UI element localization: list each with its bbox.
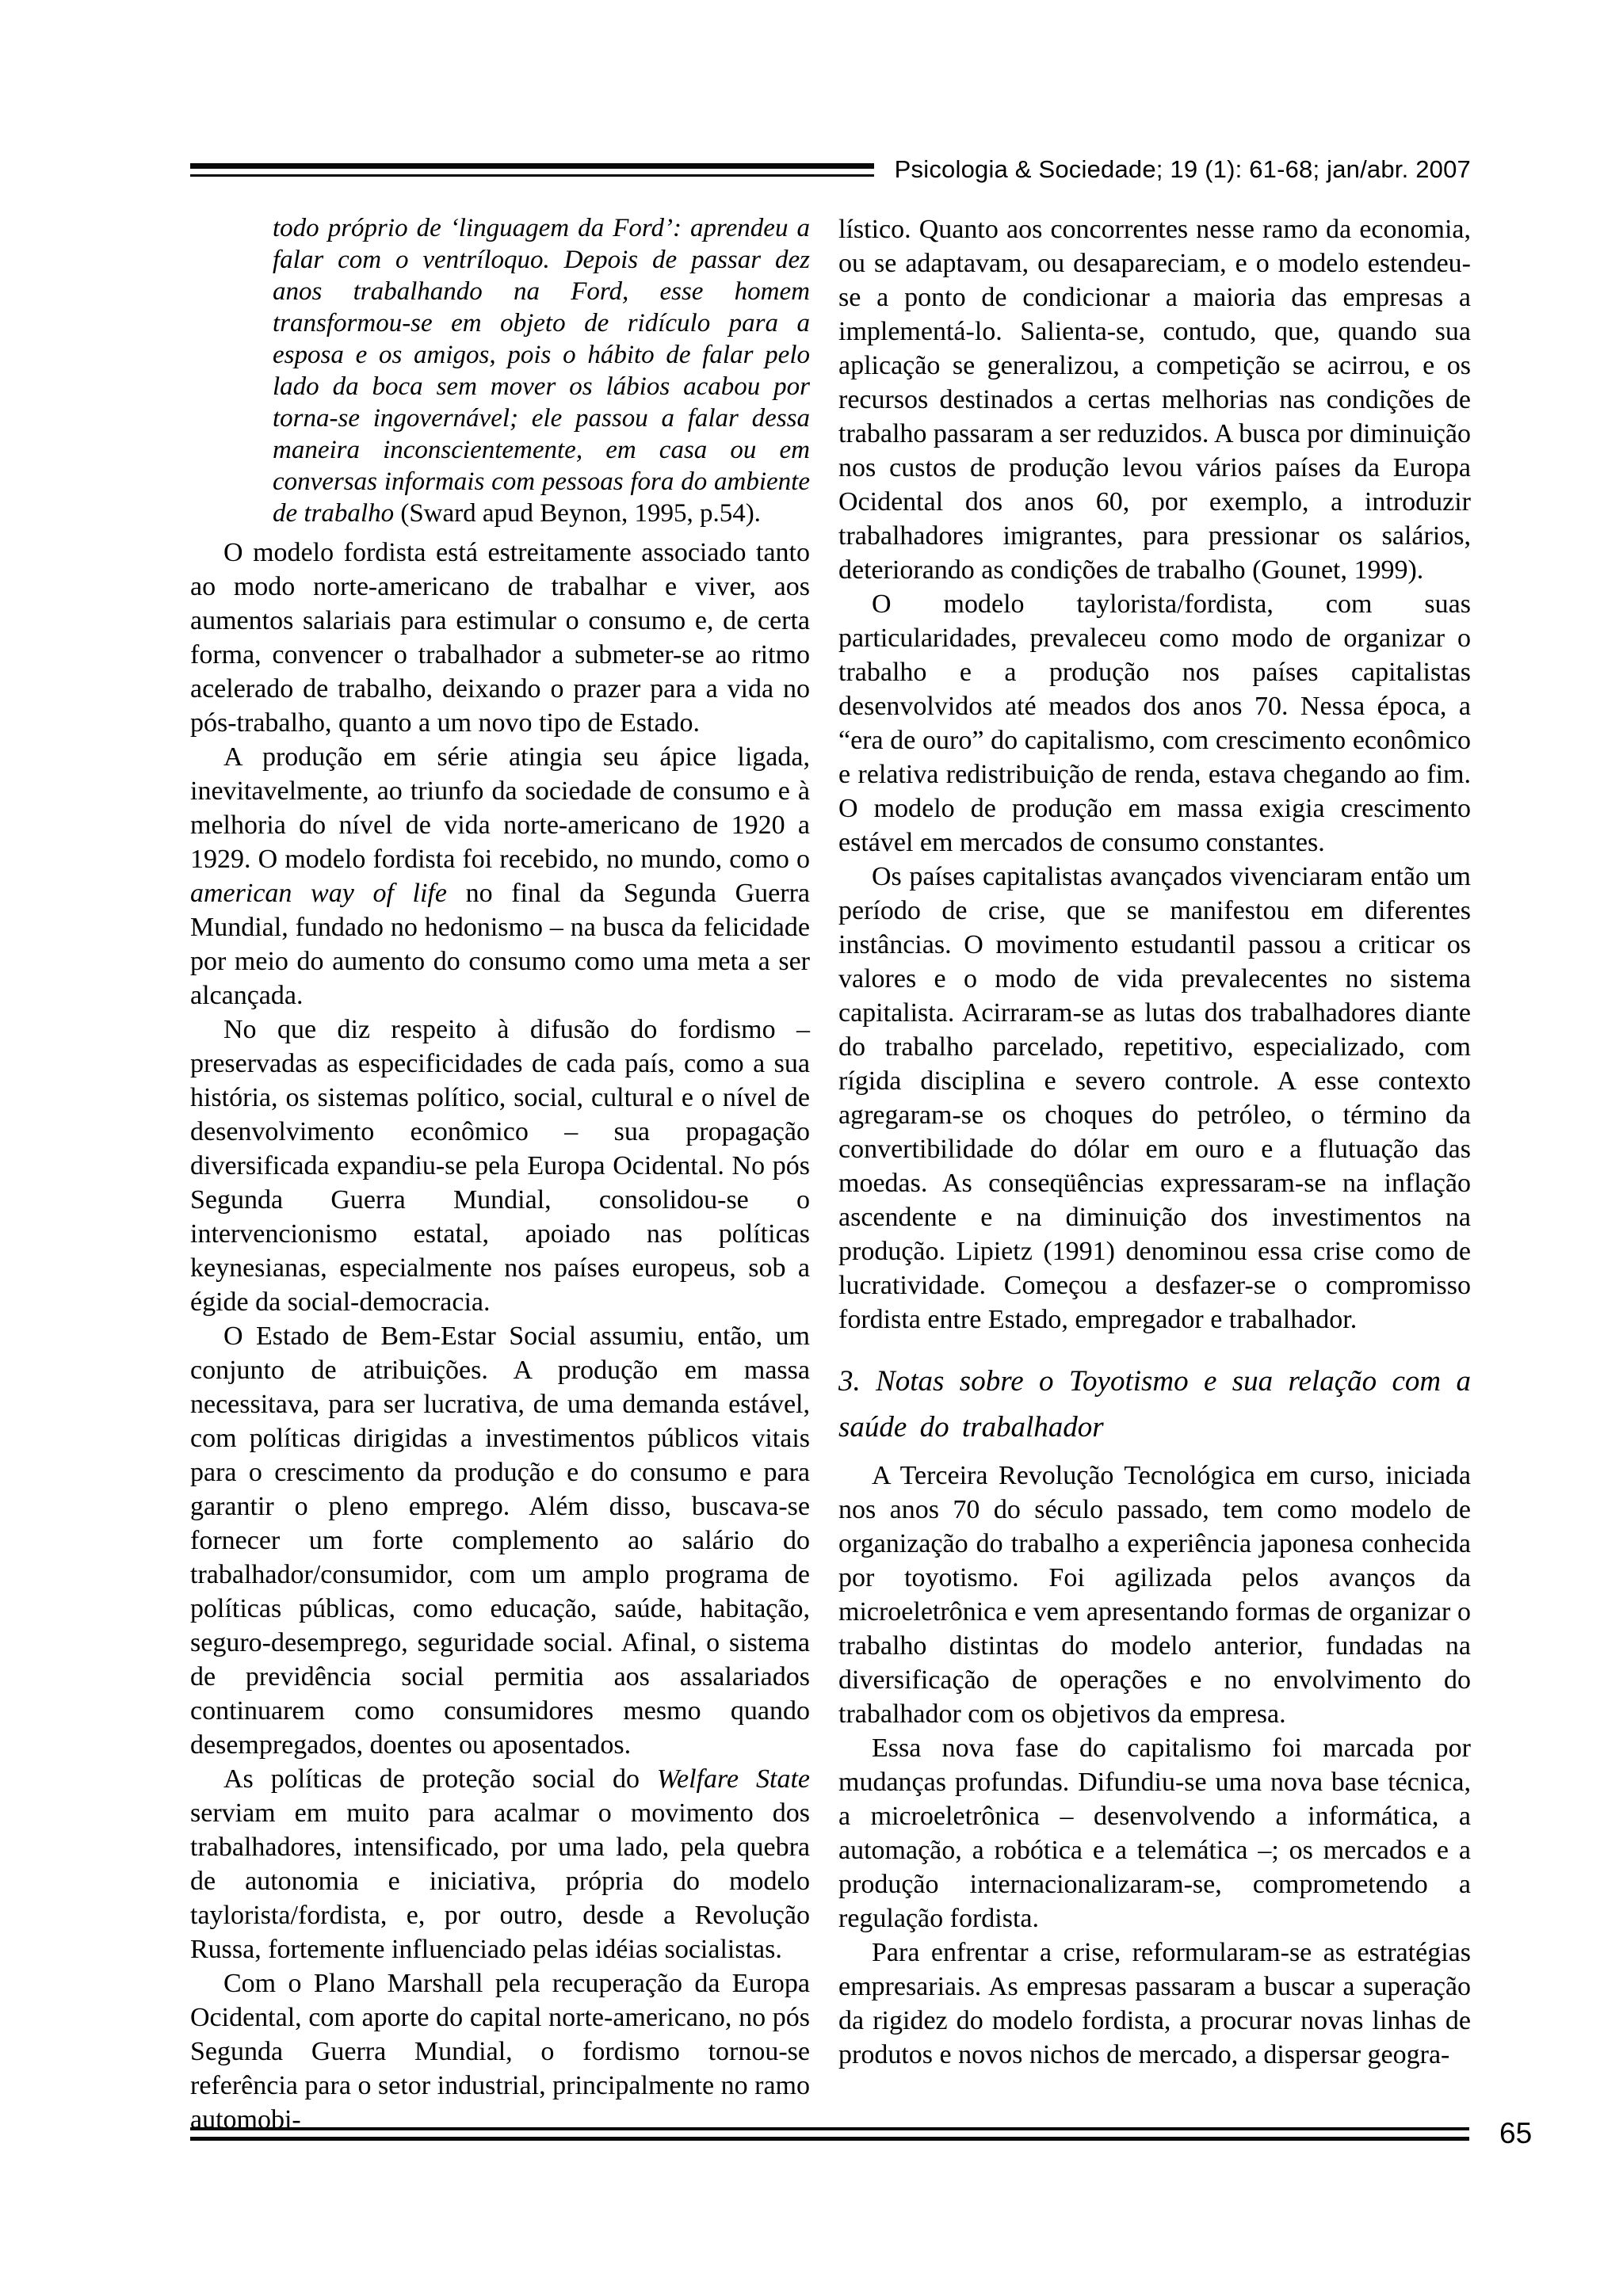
text-segment: As políticas de proteção social do [223,1764,657,1794]
paragraph [838,212,1471,587]
text-segment: Com o Plano Marshall pela recuperação da Europa Ocidental, com aporte do capital norte-americano, no pós Segunda Guerra Mundial, o fordismo tornou-se referência para o setor industrial, principalmente no ramo automobi- [190,1969,810,2134]
paragraph [838,1459,1471,1731]
right-column [838,212,1471,2137]
italic-text-segment: todo próprio de ‘linguagem da Ford’: aprendeu a falar com o ventríloquo. Depois de passar dez anos trabalhando na Ford, esse homem transformou-se em objeto de ridículo para a esposa e os amigos, pois o hábito de falar pelo lado da boca sem mover os lábios acabou por torna-se ingovernável; ele passou a falar dessa maneira inconscientemente, em casa ou em conversas informais com pessoas fora do ambiente de trabalho [273,214,810,528]
italic-text-segment: Welfare State [656,1764,810,1794]
left-column [190,212,810,2137]
italic-text-segment: 3. Notas sobre o Toyotismo e sua relação com a saúde do trabalhador [838,1365,1471,1444]
text-segment: A Terceira Revolução Tecnológica em curso, iniciada nos anos 70 do século passado, tem como modelo de organização do trabalho a experiência japonesa conhecida por toyotismo. Foi agilizada pelos avanços da microeletrônica e vem apresentando formas de organizar o trabalho distintas do modelo anterior, fundadas na diversificação de operações e no envolvimento do trabalhador com os objetivos da empresa. [838,1461,1471,1729]
paragraph [190,740,810,1013]
paragraph [838,1731,1471,1936]
page-number: 65 [1499,2117,1533,2149]
text-segment: O Estado de Bem-Estar Social assumiu, então, um conjunto de atribuições. A produção em massa necessitava, para ser lucrativa, de uma demanda estável, com políticas dirigidas a investimentos públicos vitais para o crescimento da produção e do consumo e para garantir o pleno emprego. Além disso, buscava-se fornecer um forte complemento ao salário do trabalhador/consumidor, com um amplo programa de políticas públicas, como educação, saúde, habitação, seguro-desemprego, seguridade social. Afinal, o sistema de previdência social permitia aos assalariados continuarem como consumidores mesmo quando desempregados, doentes ou aposentados. [190,1322,810,1760]
text-segment: O modelo fordista está estreitamente associado tanto ao modo norte-americano de trabalhar e viver, aos aumentos salariais para estimular o consumo e, de certa forma, convencer o trabalhador a submeter-se ao ritmo acelerado de trabalho, deixando o prazer para a vida no pós-trabalho, quanto a um novo tipo de Estado. [190,538,810,738]
text-segment: Os países capitalistas avançados vivenciaram então um período de crise, que se manifestou em diferentes instâncias. O movimento estudantil passou a criticar os valores e o modo de vida prevalecentes no sistema capitalista. Acirraram-se as lutas dos trabalhadores diante do trabalho parcelado, repetitivo, especializado, com rígida disciplina e severo controle. A esse contexto agregaram-se os choques do petróleo, o término da convertibilidade do dólar em ouro e a flutuação das moedas. As conseqüências expressaram-se na inflação ascendente e na diminuição dos investimentos na produção. Lipietz (1991) denominou essa crise como de lucratividade. Começou a desfazer-se o compromisso fordista entre Estado, empregador e trabalhador. [838,862,1471,1334]
text-segment: Essa nova fase do capitalismo foi marcada por mudanças profundas. Difundiu-se uma nova base técnica, a microeletrônica – desenvolvendo a informática, a automação, a robótica e a telemática –; os mercados e a produção internacionalizaram-se, comprometendo a regulação fordista. [838,1733,1471,1933]
paragraph [190,1762,810,1966]
journal-header: Psicologia & Sociedade; 19 (1): 61-68; jan/abr. 2007 [894,155,1471,183]
text-segment: serviam em muito para acalmar o movimento dos trabalhadores, intensificado, por uma lado, pela quebra de autonomia e iniciativa, própria do modelo taylorista/fordista, e, por outro, desde a Revolução Russa, fortemente influenciado pelas idéias socialistas. [190,1798,810,1964]
paragraph [838,587,1471,860]
page-footer [190,2117,1553,2150]
text-segment: (Sward apud Beynon, 1995, p.54). [400,499,761,528]
article-body [190,212,1471,2137]
section-heading [838,1359,1471,1451]
paragraph [190,1966,810,2137]
paragraph [190,1013,810,1319]
footer-rule [190,2127,1469,2141]
block-quote [273,212,810,529]
italic-text-segment: american way of life [190,879,447,908]
paragraph [190,1319,810,1762]
text-segment: no final da Segunda Guerra Mundial, fundado no hedonismo – na busca da felicidade por meio do aumento do consumo como uma meta a ser alcançada. [190,879,810,1010]
paragraph [838,1936,1471,2072]
paragraph [190,536,810,740]
text-segment: Para enfrentar a crise, reformularam-se as estratégias empresariais. As empresas passaram a buscar a superação da rigidez do modelo fordista, a procurar novas linhas de produtos e novos nichos de mercado, a dispersar geogra- [838,1938,1471,2069]
text-segment: lístico. Quanto aos concorrentes nesse ramo da economia, ou se adaptavam, ou desapareciam, e o modelo estendeu-se a ponto de condicionar a maioria das empresas a implementá-lo. Salienta-se, contudo, que, quando sua aplicação se generalizou, a competição se acirrou, e os recursos destinados a certas melhorias nas condições de trabalho passaram a ser reduzidos. A busca por diminuição nos custos de produção levou vários países da Europa Ocidental dos anos 60, por exemplo, a introduzir trabalhadores imigrantes, para pressionar os salários, deteriorando as condições de trabalho (Gounet, 1999). [838,215,1471,585]
text-segment: O modelo taylorista/fordista, com suas particularidades, prevaleceu como modo de organizar o trabalho e a produção nos países capitalistas desenvolvidos até meados dos anos 70. Nessa época, a “era de ouro” do capitalismo, com crescimento econômico e relativa redistribuição de renda, estava chegando ao fim. O modelo de produção em massa exigia crescimento estável em mercados de consumo constantes. [838,589,1471,857]
text-segment: A produção em série atingia seu ápice ligada, inevitavelmente, ao triunfo da sociedade de consumo e à melhoria do nível de vida norte-americano de 1920 a 1929. O modelo fordista foi recebido, no mundo, como o [190,742,810,874]
page-header [190,155,1471,184]
paragraph [838,860,1471,1337]
text-segment: No que diz respeito à difusão do fordismo – preservadas as especificidades de cada país, como a sua história, os sistemas político, social, cultural e o nível de desenvolvimento econômico – sua propagação diversificada expandiu-se pela Europa Ocidental. No pós Segunda Guerra Mundial, consolidou-se o intervencionismo estatal, apoiado nas políticas keynesianas, especialmente nos países europeus, sob a égide da social-democracia. [190,1015,810,1317]
header-rule [190,163,874,177]
